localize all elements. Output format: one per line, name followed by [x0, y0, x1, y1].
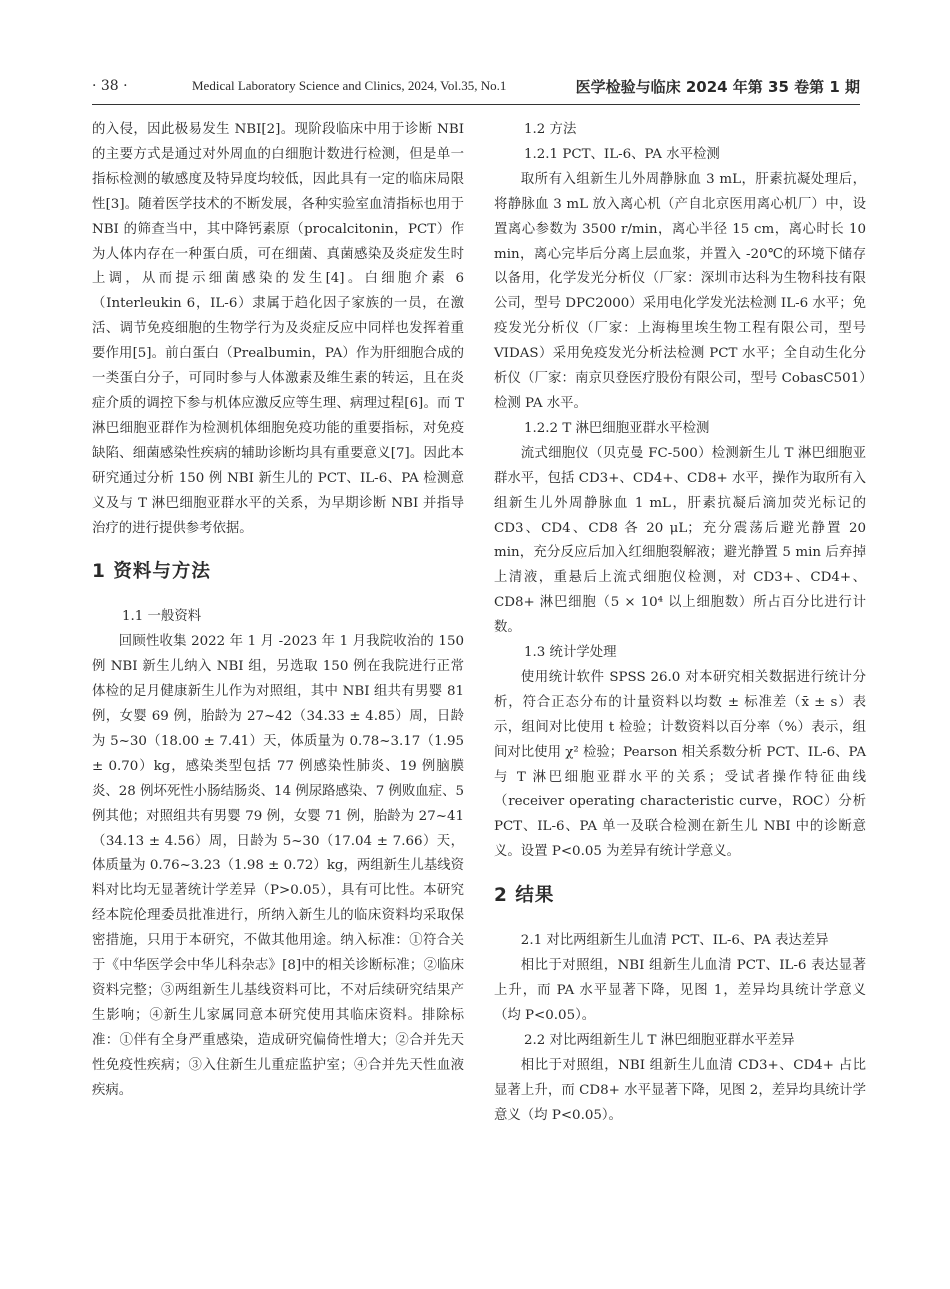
subsection-2-1-text: 相比于对照组，NBI 组新生儿血清 PCT、IL-6 表达显著上升，而 PA 水平显著下降，见图 1，差异均具统计学意义（均 P<0.05）。	[494, 958, 866, 1023]
right-column	[494, 118, 866, 1128]
subsection-1-3-text: 使用统计软件 SPSS 26.0 对本研究相关数据进行统计分析，符合正态分布的计量资料以均数 ± 标准差（x̄ ± s）表示，组间对比使用 t 检验；计数资料以百分率（%）表示，组间对比使用 χ² 检验；Pearson 相关系数分析 PCT、IL-6、PA 与 T 淋巴细胞亚群水平的关系；受试者操作特征曲线（receiver operating characteristic curve，ROC）分析 PCT、IL-6、PA 单一及联合检测在新生儿 NBI 中的诊断意义。设置 P<0.05 为差异有统计学意义。	[494, 669, 866, 860]
subsection-1-1-heading: 1.1 一般资料	[122, 609, 202, 625]
subsection-1-2-1-text: 取所有入组新生儿外周静脉血 3 mL，肝素抗凝处理后，将静脉血 3 mL 放入离心机（产自北京医用离心机厂）中，设置离心参数为 3500 r/min，离心半径 15 cm，离心时长 10 min，离心完毕后分离上层血浆，并置入 -20℃的环境下储存以备用，化学发光分析仪（厂家：深圳市达科为生物科技有限公司，型号 DPC2000）采用电化学发光法检测 IL-6 水平；免疫发光分析仪（厂家：上海梅里埃生物工程有限公司，型号 VIDAS）采用免疫发光分析法检测 PCT 水平；全自动生化分析仪（厂家：南京贝登医疗股份有限公司，型号 CobasC501）检测 PA 水平。	[494, 171, 866, 411]
running-header	[92, 72, 860, 105]
subsection-1-2-2-text: 流式细胞仪（贝克曼 FC-500）检测新生儿 T 淋巴细胞亚群水平，包括 CD3+、CD4+、CD8+ 水平，操作为取所有入组新生儿外周静脉血 1 mL，肝素抗凝后滴加荧光标记的 CD3、CD4、CD8 各 20 μL；充分震荡后避光静置 20 min，充分反应后加入红细胞裂解液；避光静置 5 min 后弃掉上清液，重悬后上流式细胞仪检测，对 CD3+、CD4+、CD8+ 淋巴细胞（5 × 10⁴ 以上细胞数）所占百分比进行计数。	[494, 445, 866, 636]
intro-paragraph: 的入侵，因此极易发生 NBI[2]。现阶段临床中用于诊断 NBI 的主要方式是通过对外周血的白细胞计数进行检测，但是单一指标检测的敏感度及特异度均较低，因此具有一定的临床局限性[3]。随着医学技术的不断发展，各种实验室血清指标也用于 NBI 的筛查当中，其中降钙素原（procalcitonin，PCT）作为人体内存在一种蛋白质，可在细菌、真菌感染及炎症发生时上调，从而提示细菌感染的发生[4]。白细胞介素 6（Interleukin 6，IL-6）隶属于趋化因子家族的一员，在激活、调节免疫细胞的生物学行为及炎症反应中同样也发挥着重要作用[5]。前白蛋白（Prealbumin，PA）作为肝细胞合成的一类蛋白分子，可同时参与人体激素及维生素的转运，且在炎症介质的调控下参与机体应激反应等生理、病理过程[6]。而 T 淋巴细胞亚群作为检测机体细胞免疫功能的重要指标，对免疫缺陷、细菌感染性疾病的辅助诊断均具有重要意义[7]。因此本研究通过分析 150 例 NBI 新生儿的 PCT、IL-6、PA 检测意义及与 T 淋巴细胞亚群水平的关系，为早期诊断 NBI 并指导治疗的进行提供参考依据。	[92, 122, 464, 536]
subsection-1-2-2-heading: 1.2.2 T 淋巴细胞亚群水平检测	[524, 420, 710, 436]
section-1-heading: 1 资料与方法	[92, 561, 211, 583]
journal-title-cn: 医学检验与临床 2024 年第 35 卷第 1 期	[575, 78, 860, 96]
section-2-heading: 2 结果	[494, 885, 555, 907]
subsection-2-2-text: 相比于对照组，NBI 组新生儿血清 CD3+、CD4+ 占比显著上升，而 CD8+ 水平显著下降，见图 2，差异均具统计学意义（均 P<0.05）。	[494, 1057, 866, 1123]
journal-title-en: Medical Laboratory Science and Clinics, 2024, Vol.35, No.1	[192, 78, 507, 93]
subsection-1-2-heading: 1.2 方法	[524, 122, 577, 137]
subsection-1-1-text: 回顾性收集 2022 年 1 月 -2023 年 1 月我院收治的 150 例 NBI 新生儿纳入 NBI 组，另选取 150 例在我院进行正常体检的足月健康新生儿作为对照组，其中 NBI 组共有男婴 81 例，女婴 69 例，胎龄为 27~42（34.33 ± 4.85）周，日龄为 5~30（18.00 ± 7.41）天，体质量为 0.78~3.17（1.95 ± 0.70）kg，感染类型包括 77 例感染性肺炎、19 例脑膜炎、28 例坏死性小肠结肠炎、14 例尿路感染、7 例败血症、5 例其他；对照组共有男婴 79 例，女婴 71 例，胎龄为 27~41（34.13 ± 4.56）周，日龄为 5~30（17.04 ± 7.66）天，体质量为 0.76~3.23（1.98 ± 0.72）kg，两组新生儿基线资料对比均无显著统计学差异（P>0.05），具有可比性。本研究经本院伦理委员批准进行，所纳入新生儿的临床资料均采取保密措施，只用于本研究，不做其他用途。纳入标准：①符合关于《中华医学会中华儿科杂志》[8]中的相关诊断标准；②临床资料完整；③两组新生儿基线资料可比，不对后续研究结果产生影响；④新生儿家属同意本研究使用其临床资料。排除标准：①伴有全身严重感染，造成研究偏倚性增大；②合并先天性免疫性疾病；③入住新生儿重症监护室；④合并先天性血液疾病。	[92, 634, 465, 1098]
subsection-1-3-heading: 1.3 统计学处理	[524, 645, 617, 661]
subsection-2-1-heading: 2.1 对比两组新生儿血清 PCT、IL-6、PA 表达差异	[520, 933, 829, 949]
subsection-2-2-heading: 2.2 对比两组新生儿 T 淋巴细胞亚群水平差异	[524, 1032, 795, 1048]
subsection-1-2-1-heading: 1.2.1 PCT、IL-6、PA 水平检测	[524, 146, 720, 162]
left-column	[92, 118, 464, 1104]
page-number: · 38 ·	[92, 78, 128, 94]
